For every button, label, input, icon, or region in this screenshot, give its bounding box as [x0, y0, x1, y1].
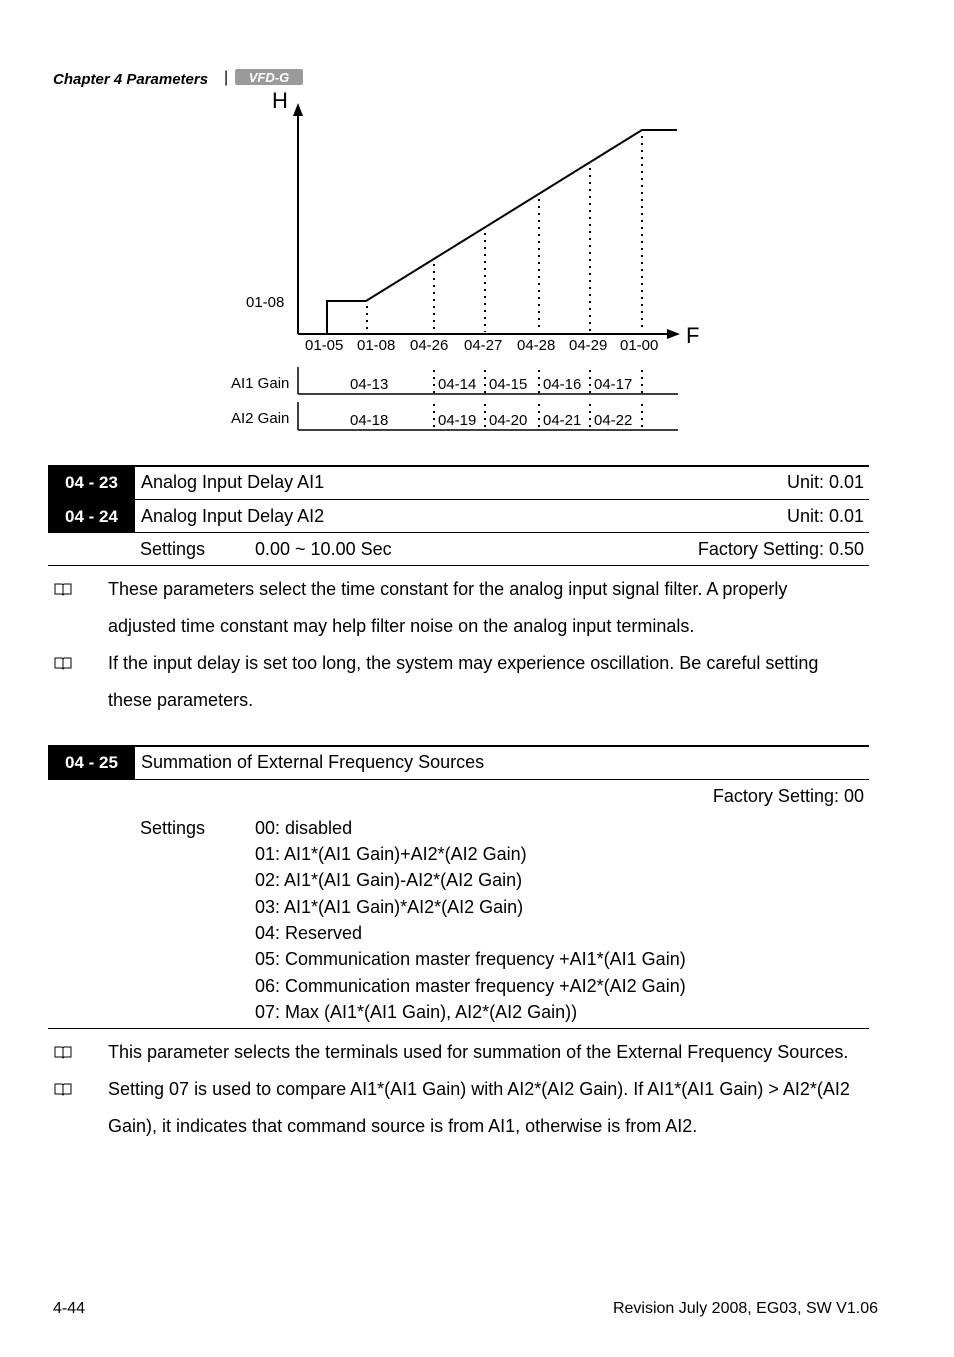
- x-tick-label: 01-00: [620, 337, 659, 354]
- param-number: 04 - 25: [48, 746, 135, 779]
- setting-option: 01: AI1*(AI1 Gain)+AI2*(AI2 Gain): [255, 844, 527, 864]
- factory-setting: Factory Setting: 00: [712, 786, 864, 806]
- chapter-title: Chapter 4 Parameters: [53, 71, 209, 88]
- param-unit: Unit: 0.01: [786, 472, 864, 492]
- x-tick-label: 04-29: [569, 337, 608, 354]
- ai2-cell: 04-18: [350, 412, 389, 429]
- ai1-cell: 04-17: [594, 376, 633, 393]
- settings-range: 0.00 ~ 10.00 Sec: [255, 539, 392, 559]
- param-04-25-row: [48, 746, 868, 779]
- x-tick-label: 04-27: [464, 337, 503, 354]
- y-axis-label: H: [272, 88, 288, 113]
- param-name: Analog Input Delay AI2: [141, 506, 325, 526]
- frequency-gain-diagram: [220, 88, 700, 438]
- note-text: Setting 07 is used to compare AI1*(AI1 Gain) with AI2*(AI2 Gain). If AI1*(AI1 Gain) > AI2*(AI2: [108, 1079, 850, 1099]
- note-text: adjusted time constant may help filter noise on the analog input terminals.: [108, 616, 695, 636]
- settings-label: Settings: [140, 539, 206, 559]
- param-04-23-row: [48, 466, 868, 499]
- header-separator: |: [224, 69, 229, 86]
- page-number: 4-44: [53, 1300, 86, 1317]
- y-tick-label: 01-08: [246, 294, 285, 311]
- gain-curve: [327, 130, 677, 334]
- y-axis-arrow: [293, 103, 303, 116]
- note-text: If the input delay is set too long, the system may experience oscillation. Be careful setting: [108, 653, 819, 673]
- setting-option: 07: Max (AI1*(AI1 Gain), AI2*(AI2 Gain)): [255, 1002, 578, 1022]
- book-icon: [54, 656, 72, 670]
- param-number: 04 - 23: [48, 466, 135, 499]
- revision-info: Revision July 2008, EG03, SW V1.06: [612, 1300, 878, 1317]
- ai1-cell: 04-16: [543, 376, 582, 393]
- settings-label: Settings: [140, 818, 206, 838]
- param-04-24-row: [48, 500, 868, 533]
- param-number: 04 - 24: [48, 500, 135, 533]
- x-tick-label: 01-08: [357, 337, 396, 354]
- param-name: Analog Input Delay AI1: [141, 472, 325, 492]
- x-tick-label: 01-05: [305, 337, 344, 354]
- setting-option: 04: Reserved: [255, 923, 363, 943]
- ai2-cell: 04-20: [489, 412, 528, 429]
- x-axis-label: F: [686, 323, 700, 348]
- ai1-cell: 04-15: [489, 376, 528, 393]
- setting-option: 06: Communication master frequency +AI2*(AI2 Gain): [255, 976, 686, 996]
- setting-option: 02: AI1*(AI1 Gain)-AI2*(AI2 Gain): [255, 870, 523, 890]
- ai2-cell: 04-22: [594, 412, 633, 429]
- setting-option: 05: Communication master frequency +AI1*(AI1 Gain): [255, 949, 686, 969]
- note-text: these parameters.: [108, 690, 254, 710]
- ai1-cell: 04-14: [438, 376, 477, 393]
- setting-option: 03: AI1*(AI1 Gain)*AI2*(AI2 Gain): [255, 897, 524, 917]
- vfd-g-logo: [235, 69, 303, 85]
- param-name: Summation of External Frequency Sources: [141, 752, 485, 772]
- x-tick-label: 04-26: [410, 337, 449, 354]
- note-text: These parameters select the time constant for the analog input signal filter. A properly: [108, 579, 788, 599]
- ai1-gain-label: AI1 Gain: [231, 375, 290, 392]
- book-icon: [54, 1082, 72, 1096]
- setting-option: 00: disabled: [255, 818, 353, 838]
- book-icon: [54, 582, 72, 596]
- book-icon: [54, 1045, 72, 1059]
- param-unit: Unit: 0.01: [786, 506, 864, 526]
- ai2-cell: 04-21: [543, 412, 582, 429]
- ai1-cell: 04-13: [350, 376, 389, 393]
- ai2-cell: 04-19: [438, 412, 477, 429]
- x-axis-arrow: [667, 329, 680, 339]
- note-text: Gain), it indicates that command source is from AI1, otherwise is from AI2.: [108, 1116, 698, 1136]
- factory-setting: Factory Setting: 0.50: [697, 539, 864, 559]
- ai2-gain-label: AI2 Gain: [231, 410, 290, 427]
- logo-text: VFD-G: [248, 70, 290, 85]
- x-tick-label: 04-28: [517, 337, 556, 354]
- note-text: This parameter selects the terminals used for summation of the External Frequency Sources.: [108, 1042, 849, 1062]
